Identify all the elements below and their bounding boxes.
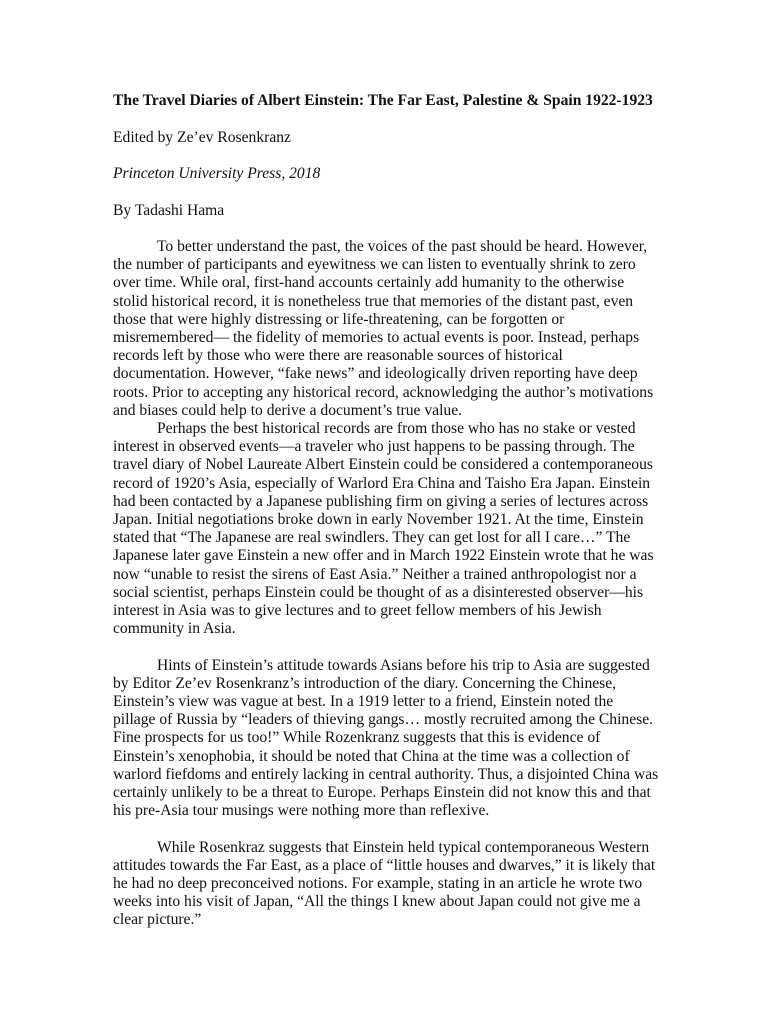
document-title: The Travel Diaries of Albert Einstein: The Far East, Palestine & Spain 1922-1923 [113, 92, 653, 109]
paragraph-4: While Rosenkraz suggests that Einstein held typical contemporaneous Western attitudes towards the Far East, as a place of “little houses and dwarves,” it is likely that he had no deep preconceived notions. For example, stating in an article he wrote two weeks into his visit of Japan, “All the things I knew about Japan could not give me a clear picture.” [113, 838, 656, 929]
paragraph-1: To better understand the past, the voices of the past should be heard. However, the number of participants and eyewitness we can listen to eventually shrink to zero over time. While oral, first-hand accounts certainly add humanity to the otherwise stolid historical record, it is nonetheless true that memories of the distant past, even those that were highly distressing or life-threatening, can be forgotten or misremembered— the fidelity of memories to actual events is poor. Instead, perhaps records left by those who were there are reasonable sources of historical documentation. However, “fake news” and ideologically driven reporting have deep roots. Prior to accepting any historical record, acknowledging the author’s motivations and biases could help to derive a document’s true value. [113, 238, 654, 419]
editor-line: Edited by Ze’ev Rosenkranz [113, 129, 291, 146]
article-body [113, 238, 659, 930]
paragraph-2: Perhaps the best historical records are from those who has no stake or vested interest in observed events—a traveler who just happens to be passing through. The travel diary of Nobel Laureate Albert Einstein could be considered a contemporaneous record of 1920’s Asia, especially of Warlord Era China and Taisho Era Japan. Einstein had been contacted by a Japanese publishing firm on giving a series of lectures across Japan. Initial negotiations broke down in early November 1921. At the time, Einstein stated that “The Japanese are real swindlers. They can get lost for all I care…” The Japanese later gave Einstein a new offer and in March 1922 Einstein wrote that he was now “unable to resist the sirens of East Asia.” Neither a trained anthropologist nor a social scientist, perhaps Einstein could be thought of as a disinterested observer—his interest in Asia was to give lectures and to greet fellow members of his Jewish community in Asia. [113, 420, 654, 638]
paragraph-3: Hints of Einstein’s attitude towards Asians before his trip to Asia are suggested by Editor Ze’ev Rosenkranz’s introduction of the diary. Concerning the Chinese, Einstein’s view was vague at best. In a 1919 letter to a friend, Einstein noted the pillage of Russia by “leaders of thieving gangs… mostly recruited among the Chinese. Fine prospects for us too!” While Rozenkranz suggests that this is evidence of Einstein’s xenophobia, it should be noted that China at the time was a collection of warlord fiefdoms and entirely lacking in central authority. Thus, a disjointed China was certainly unlikely to be a threat to Europe. Perhaps Einstein did not know this and that his pre-Asia tour musings were nothing more than reflexive. [113, 656, 659, 820]
publisher-line: Princeton University Press, 2018 [113, 165, 321, 182]
author-line: By Tadashi Hama [113, 202, 225, 219]
